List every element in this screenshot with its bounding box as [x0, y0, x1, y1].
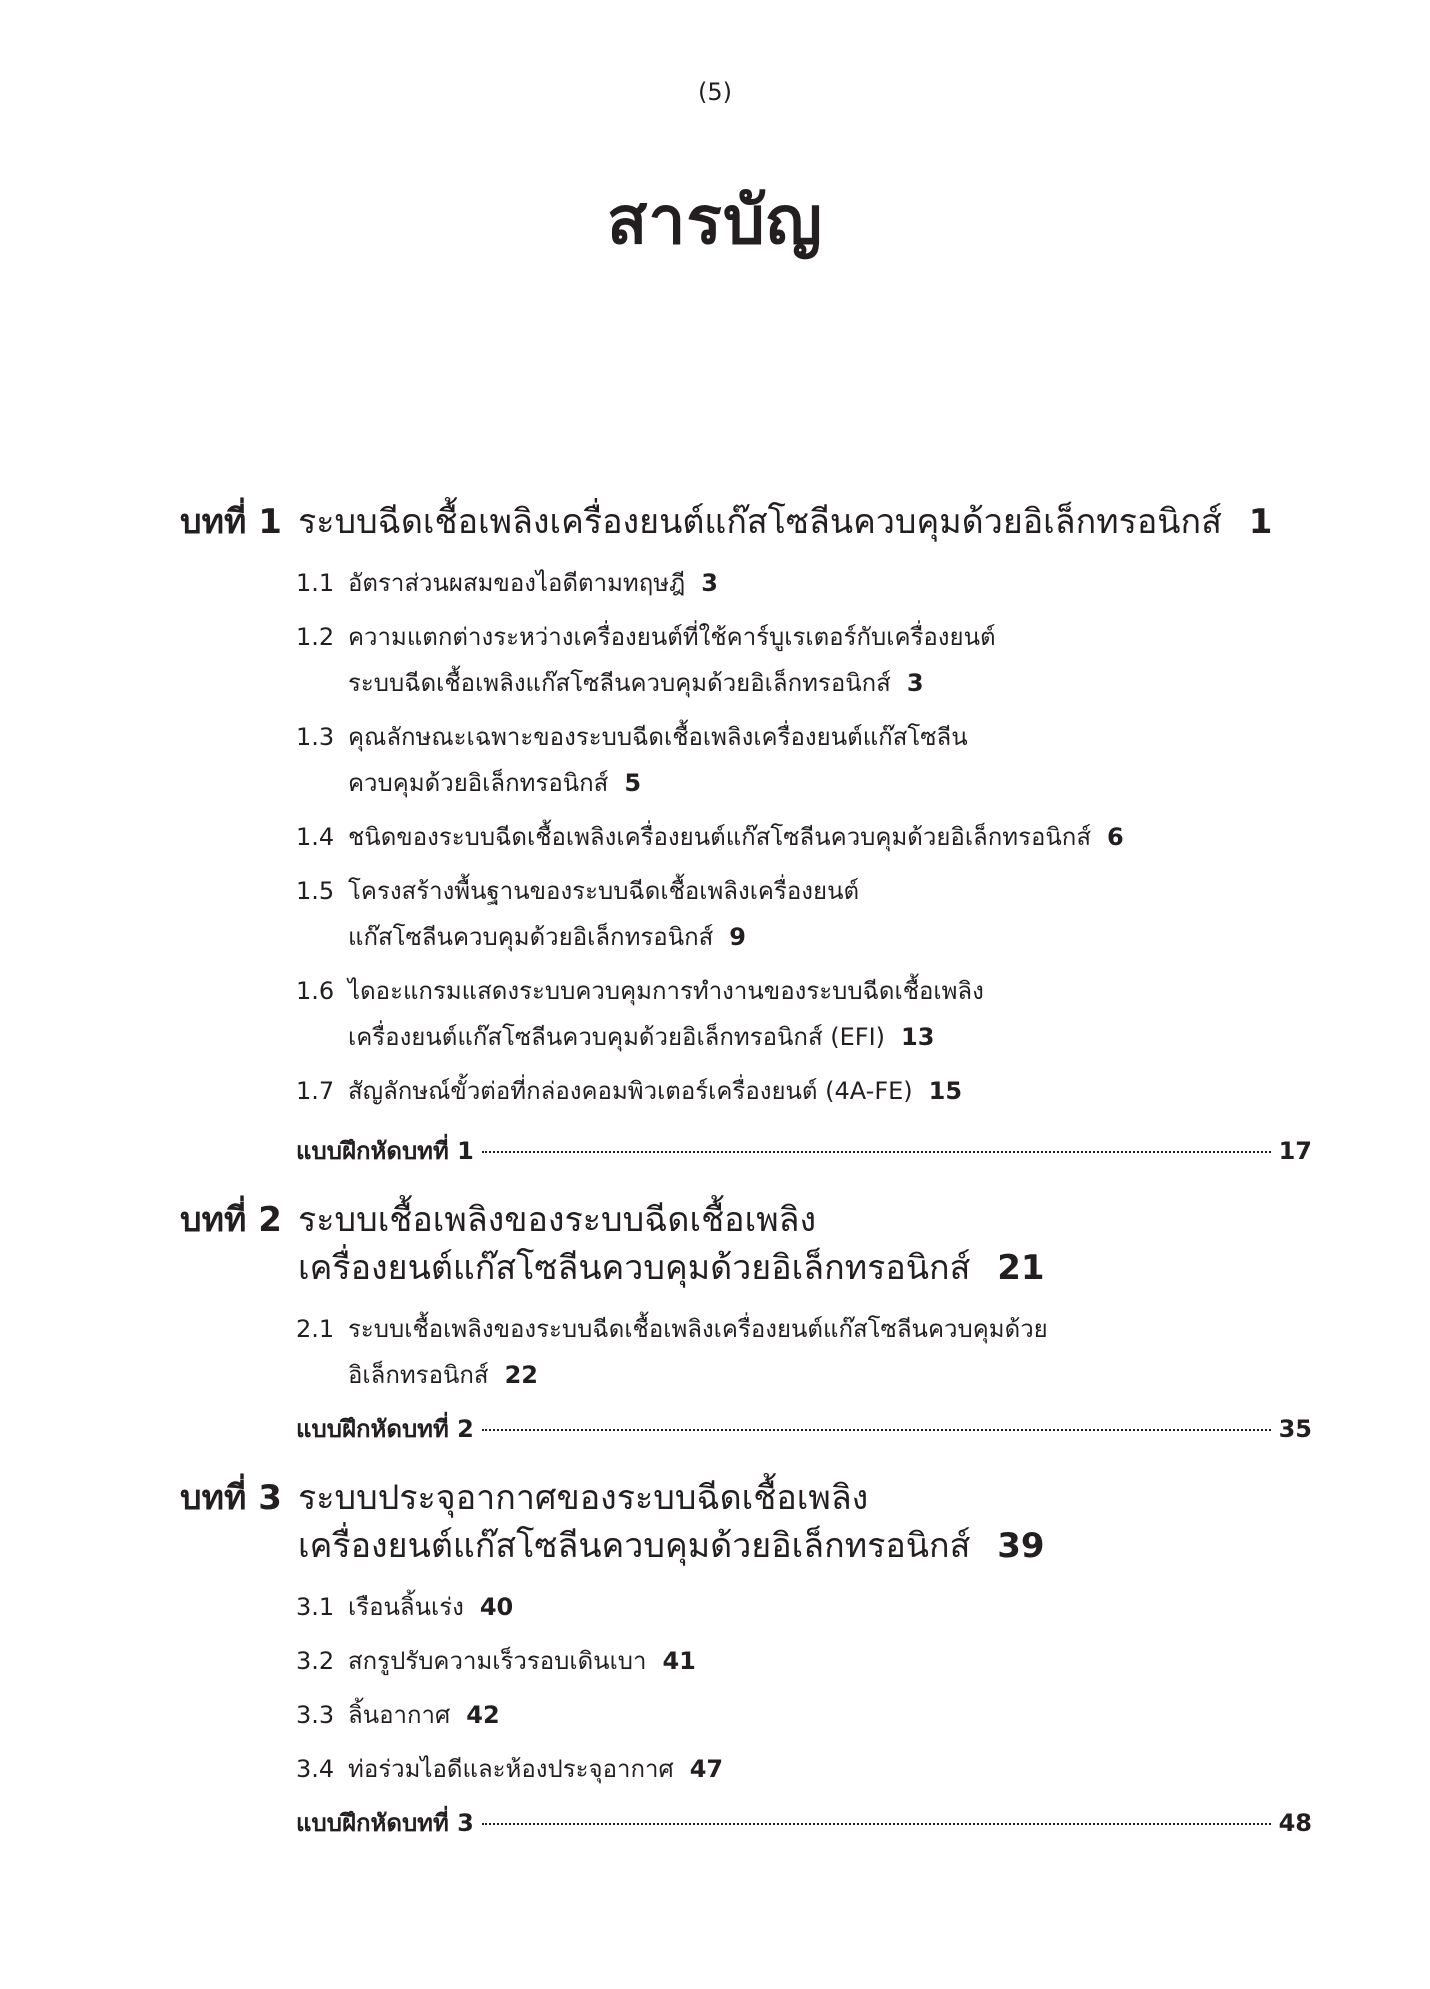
- chapter-title: เครื่องยนต์แก๊สโซลีนควบคุมด้วยอิเล็กทรอนิกส์: [298, 1248, 971, 1288]
- exercise-entry: [296, 1128, 1312, 1174]
- chapter-label: บทที่ 3: [180, 1478, 282, 1518]
- entry-number: 3.1: [296, 1593, 335, 1621]
- entry-title: ลิ้นอากาศ: [348, 1701, 451, 1729]
- toc-entry: [296, 1306, 1312, 1398]
- entry-number: 1.4: [296, 823, 335, 851]
- entry-number: 3.3: [296, 1701, 335, 1729]
- dot-leader: [482, 1823, 1271, 1825]
- toc-entry: [296, 1746, 1312, 1792]
- page-number: (5): [698, 78, 732, 106]
- entry-number: 1.2: [296, 623, 335, 651]
- entry-number: 2.1: [296, 1315, 335, 1343]
- toc-entry: [296, 868, 1312, 960]
- exercise-title: แบบฝึกหัดบทที่ 3: [296, 1809, 474, 1837]
- toc-entry: [296, 968, 1312, 1060]
- entry-number: 1.3: [296, 723, 335, 751]
- chapter-title: ระบบฉีดเชื้อเพลิงเครื่องยนต์แก๊สโซลีนควบคุมด้วยอิเล็กทรอนิกส์: [298, 502, 1222, 542]
- toc-entry: [296, 714, 1312, 806]
- entry-title: เรือนลิ้นเร่ง: [348, 1593, 464, 1621]
- chapter-label: บทที่ 2: [180, 1200, 282, 1240]
- entry-title: แก๊สโซลีนควบคุมด้วยอิเล็กทรอนิกส์: [348, 923, 714, 951]
- entry-number: 1.5: [296, 877, 335, 905]
- entry-page: 47: [689, 1755, 724, 1783]
- entry-title: สัญลักษณ์ขั้วต่อที่กล่องคอมพิวเตอร์เครื่องยนต์ (4A-FE): [348, 1077, 913, 1105]
- toc-entry: [296, 1692, 1312, 1738]
- entry-number: 3.4: [296, 1755, 335, 1783]
- entry-title: ระบบเชื้อเพลิงของระบบฉีดเชื้อเพลิงเครื่องยนต์แก๊สโซลีนควบคุมด้วย: [348, 1315, 1048, 1343]
- chapter-page: 21: [997, 1248, 1045, 1288]
- entry-page: 6: [1106, 823, 1124, 851]
- chapter-page: 39: [997, 1526, 1045, 1566]
- chapter-1-heading: [180, 498, 1312, 546]
- entry-page: 3: [906, 669, 924, 697]
- exercise-entry: [296, 1800, 1312, 1846]
- entry-page: 42: [466, 1701, 500, 1729]
- chapter-title: เครื่องยนต์แก๊สโซลีนควบคุมด้วยอิเล็กทรอนิกส์: [298, 1526, 971, 1566]
- exercise-page: 48: [1278, 1809, 1312, 1837]
- entry-title: ชนิดของระบบฉีดเชื้อเพลิงเครื่องยนต์แก๊สโซลีนควบคุมด้วยอิเล็กทรอนิกส์: [348, 823, 1091, 851]
- chapter-label: บทที่ 1: [180, 502, 282, 542]
- entry-page: 5: [624, 769, 642, 797]
- chapter-title: ระบบประจุอากาศของระบบฉีดเชื้อเพลิง: [298, 1478, 869, 1518]
- entry-page: 41: [662, 1647, 696, 1675]
- exercise-page: 35: [1278, 1415, 1312, 1443]
- toc-entry: [296, 814, 1312, 860]
- entry-page: 3: [701, 569, 718, 597]
- toc-entry: [296, 614, 1312, 706]
- page-title: สารบัญ: [607, 182, 823, 259]
- entry-number: 1.7: [296, 1077, 335, 1105]
- entry-title: เครื่องยนต์แก๊สโซลีนควบคุมด้วยอิเล็กทรอนิกส์ (EFI): [348, 1023, 886, 1051]
- toc-entry: [296, 1638, 1312, 1684]
- dot-leader: [482, 1429, 1271, 1431]
- entry-title: ควบคุมด้วยอิเล็กทรอนิกส์: [348, 769, 609, 797]
- toc-entry: [296, 1584, 1312, 1630]
- entry-title: ท่อร่วมไอดีและห้องประจุอากาศ: [348, 1755, 674, 1783]
- chapter-page: 1: [1248, 502, 1273, 542]
- entry-title: อิเล็กทรอนิกส์: [348, 1361, 489, 1389]
- entry-page: 15: [928, 1077, 963, 1105]
- chapter-title: ระบบเชื้อเพลิงของระบบฉีดเชื้อเพลิง: [298, 1200, 817, 1240]
- exercise-title: แบบฝึกหัดบทที่ 1: [296, 1137, 474, 1165]
- entry-title: ระบบฉีดเชื้อเพลิงแก๊สโซลีนควบคุมด้วยอิเล็กทรอนิกส์: [348, 669, 891, 697]
- exercise-page: 17: [1278, 1137, 1312, 1165]
- entry-title: โครงสร้างพื้นฐานของระบบฉีดเชื้อเพลิงเครื่องยนต์: [348, 877, 860, 905]
- chapter-3-heading: [180, 1474, 1312, 1570]
- entry-title: สกรูปรับความเร็วรอบเดินเบา: [348, 1647, 647, 1675]
- exercise-entry: [296, 1406, 1312, 1452]
- entry-number: 1.1: [296, 569, 335, 597]
- dot-leader: [482, 1151, 1271, 1153]
- entry-title: ความแตกต่างระหว่างเครื่องยนต์ที่ใช้คาร์บูเรเตอร์กับเครื่องยนต์: [348, 623, 996, 651]
- toc-entry: [296, 560, 1312, 606]
- entry-title: คุณลักษณะเฉพาะของระบบฉีดเชื้อเพลิงเครื่องยนต์แก๊สโซลีน: [348, 723, 968, 751]
- toc-entry: [296, 1068, 1312, 1114]
- entry-page: 22: [504, 1361, 538, 1389]
- entry-number: 3.2: [296, 1647, 335, 1675]
- entry-title: อัตราส่วนผสมของไอดีตามทฤษฎี: [348, 569, 686, 597]
- chapter-2-heading: [180, 1196, 1312, 1292]
- entry-title: ไดอะแกรมแสดงระบบควบคุมการทำงานของระบบฉีดเชื้อเพลิง: [348, 977, 984, 1005]
- exercise-title: แบบฝึกหัดบทที่ 2: [296, 1415, 474, 1443]
- entry-page: 13: [901, 1023, 935, 1051]
- entry-page: 9: [729, 923, 746, 951]
- table-of-contents: [0, 498, 1430, 1846]
- entry-page: 40: [479, 1593, 514, 1621]
- entry-number: 1.6: [296, 977, 335, 1005]
